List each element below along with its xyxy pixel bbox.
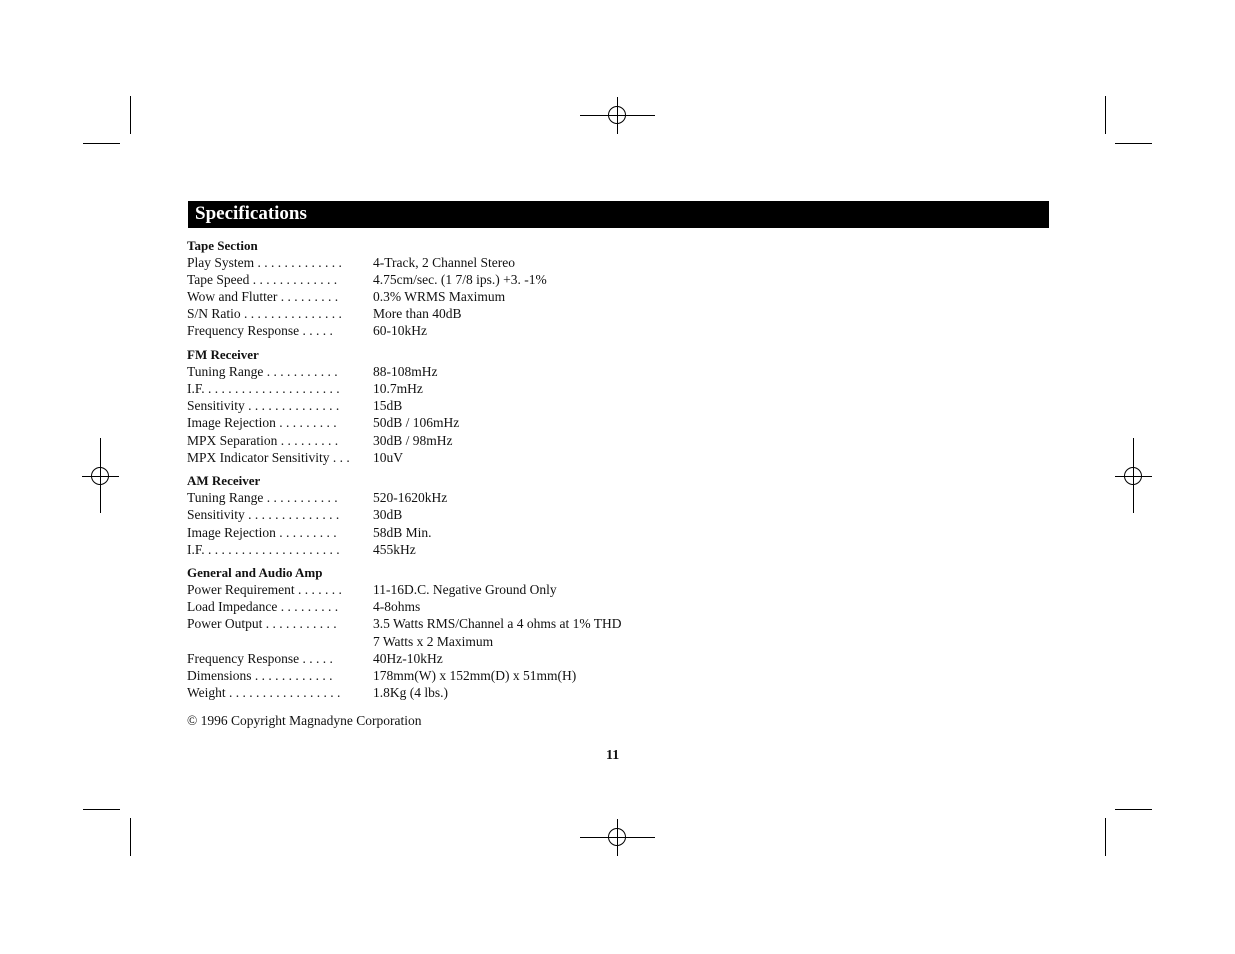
spec-value: More than 40dB <box>373 306 462 321</box>
spec-label: Wow and Flutter . . . . . . . . . <box>187 289 339 304</box>
spec-row <box>187 650 887 667</box>
spec-label: Power Output . . . . . . . . . . . <box>187 616 337 631</box>
spec-label: Frequency Response . . . . . <box>187 651 333 666</box>
section-heading-tape: Tape Section <box>187 238 258 253</box>
spec-value: 4-Track, 2 Channel Stereo <box>373 255 515 270</box>
spec-value: 15dB <box>373 398 403 413</box>
spec-row <box>187 288 887 305</box>
spec-value: 1.8Kg (4 lbs.) <box>373 685 448 700</box>
spec-row <box>187 524 887 541</box>
crop-mark-top-left-vertical <box>130 96 131 134</box>
spec-label: Play System . . . . . . . . . . . . . <box>187 255 342 270</box>
spec-label: Weight . . . . . . . . . . . . . . . . . <box>187 685 341 700</box>
spec-label: Tuning Range . . . . . . . . . . . <box>187 364 338 379</box>
spec-label: Power Requirement . . . . . . . <box>187 582 342 597</box>
spec-value: 30dB / 98mHz <box>373 433 453 448</box>
spec-row <box>187 254 887 271</box>
spec-label: Sensitivity . . . . . . . . . . . . . . <box>187 507 340 522</box>
spec-value: 178mm(W) x 152mm(D) x 51mm(H) <box>373 668 577 683</box>
spec-row <box>187 305 887 322</box>
section-heading-general-audio: General and Audio Amp <box>187 565 323 580</box>
spec-value: 40Hz-10kHz <box>373 651 443 666</box>
crop-mark-top-right-vertical <box>1105 96 1106 134</box>
crop-mark-bottom-right-horizontal <box>1115 809 1152 810</box>
spec-value: 10.7mHz <box>373 381 423 396</box>
spec-value: 3.5 Watts RMS/Channel a 4 ohms at 1% THD <box>373 616 622 631</box>
spec-value: 520-1620kHz <box>373 490 448 505</box>
spec-value: 11-16D.C. Negative Ground Only <box>373 582 557 597</box>
spec-row <box>187 541 887 558</box>
spec-value: 4-8ohms <box>373 599 421 614</box>
spec-row <box>187 322 887 339</box>
spec-label: Load Impedance . . . . . . . . . <box>187 599 339 614</box>
crop-mark-top-left-horizontal <box>83 143 120 144</box>
spec-label: Dimensions . . . . . . . . . . . . <box>187 668 333 683</box>
spec-row <box>187 414 887 431</box>
section-heading-am: AM Receiver <box>187 473 261 488</box>
spec-row <box>187 667 887 684</box>
spec-label: MPX Indicator Sensitivity . . . <box>187 450 350 465</box>
crop-mark-bottom-right-vertical <box>1105 818 1106 856</box>
spec-value: 88-108mHz <box>373 364 438 379</box>
spec-row <box>187 380 887 397</box>
spec-label: Image Rejection . . . . . . . . . <box>187 525 337 540</box>
spec-value: 7 Watts x 2 Maximum <box>373 634 494 649</box>
page-number: 11 <box>606 748 620 763</box>
crop-mark-bottom-left-horizontal <box>83 809 120 810</box>
spec-value: 455kHz <box>373 542 416 557</box>
spec-row <box>187 633 887 650</box>
spec-row <box>187 363 887 380</box>
copyright-notice: © 1996 Copyright Magnadyne Corporation <box>187 713 422 728</box>
spec-row <box>187 615 887 632</box>
spec-value: 60-10kHz <box>373 323 427 338</box>
spec-row <box>187 489 887 506</box>
spec-label: I.F. . . . . . . . . . . . . . . . . . . . . <box>187 381 340 396</box>
page-title: Specifications <box>195 203 307 224</box>
spec-label: MPX Separation . . . . . . . . . <box>187 433 339 448</box>
section-heading-fm: FM Receiver <box>187 347 259 362</box>
spec-label: Tape Speed . . . . . . . . . . . . . <box>187 272 338 287</box>
spec-value: 10uV <box>373 450 403 465</box>
spec-row <box>187 432 887 449</box>
spec-row <box>187 598 887 615</box>
spec-value: 0.3% WRMS Maximum <box>373 289 506 304</box>
spec-value: 50dB / 106mHz <box>373 415 460 430</box>
spec-row <box>187 271 887 288</box>
spec-value: 4.75cm/sec. (1 7/8 ips.) +3. -1% <box>373 272 547 287</box>
spec-row <box>187 506 887 523</box>
spec-label: S/N Ratio . . . . . . . . . . . . . . . <box>187 306 342 321</box>
crop-mark-top-right-horizontal <box>1115 143 1152 144</box>
spec-label: Image Rejection . . . . . . . . . <box>187 415 337 430</box>
spec-row <box>187 397 887 414</box>
crop-mark-bottom-left-vertical <box>130 818 131 856</box>
spec-value: 58dB Min. <box>373 525 432 540</box>
spec-label: I.F. . . . . . . . . . . . . . . . . . . . . <box>187 542 340 557</box>
spec-label: Frequency Response . . . . . <box>187 323 333 338</box>
spec-label: Sensitivity . . . . . . . . . . . . . . <box>187 398 340 413</box>
spec-row <box>187 684 887 701</box>
spec-row <box>187 581 887 598</box>
spec-row <box>187 449 887 466</box>
spec-label: Tuning Range . . . . . . . . . . . <box>187 490 338 505</box>
spec-value: 30dB <box>373 507 403 522</box>
title-bar <box>188 201 1049 228</box>
